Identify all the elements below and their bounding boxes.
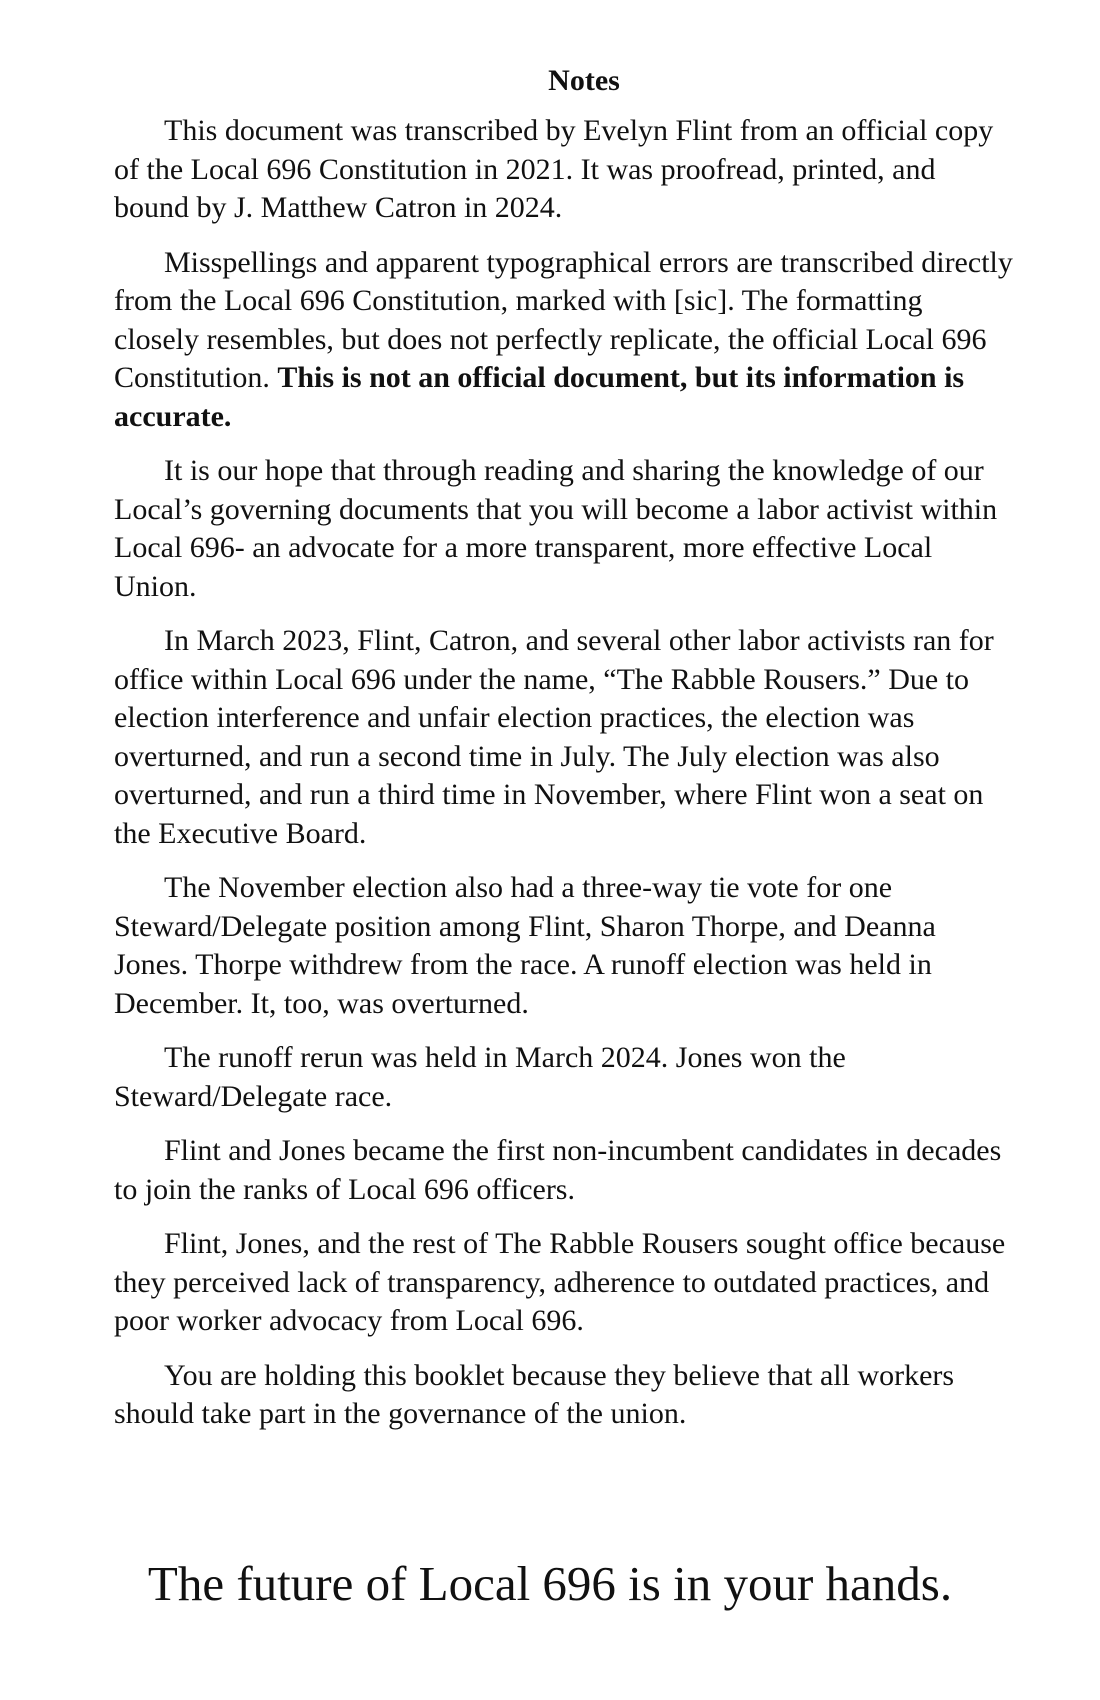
paragraph-text: The November election also had a three-way tie vote for one Steward/Delegate position among Flint, Sharon Thorpe, and Deanna Jones. Thorpe withdrew from the race. A runoff election was held in December. It, too, was overturned. xyxy=(114,871,936,1020)
paragraph-text: Flint, Jones, and the rest of The Rabble Rousers sought office because they perceived lack of transparency, adherence to outdated practices, and poor worker advocacy from Local 696. xyxy=(114,1227,1006,1337)
paragraph-text: In March 2023, Flint, Catron, and several other labor activists ran for office within Local 696 under the name, “The Rabble Rousers.” Due to election interference and unfair election practices, the election was overturned, and run a second time in July. The July election was also overturned, and run a third time in November, where Flint won a seat on the Executive Board. xyxy=(114,624,994,850)
paragraph-hope xyxy=(114,452,1014,606)
paragraph-november-election xyxy=(114,869,1014,1023)
paragraph-why-sought-office xyxy=(114,1225,1014,1341)
paragraph-text: The runoff rerun was held in March 2024. Jones won the Steward/Delegate race. xyxy=(114,1041,846,1113)
paragraph-misspellings xyxy=(114,244,1014,437)
paragraph-booklet-purpose xyxy=(114,1357,1014,1434)
page-title: Notes xyxy=(548,64,620,97)
disclaimer-bold-text: This is not an official document, but its information is accurate. xyxy=(114,361,965,433)
paragraph-runoff-rerun xyxy=(114,1039,1014,1116)
paragraph-text: It is our hope that through reading and sharing the knowledge of our Local’s governing documents that you will become a labor activist within Local 696- an advocate for a more transparent, more effective Local Union. xyxy=(114,454,998,603)
paragraph-transcription xyxy=(114,112,1014,228)
paragraph-text: This document was transcribed by Evelyn Flint from an official copy of the Local 696 Constitution in 2021. It was proofread, printed, and bound by J. Matthew Catron in 2024. xyxy=(114,114,994,224)
closing-statement: The future of Local 696 is in your hands. xyxy=(147,1556,953,1611)
paragraph-text: Misspellings and apparent typographical errors are transcribed directly from the Local 696 Constitution, marked with [sic]. The formatting closely resembles, but does not perfectly replicate, the official Local 696 Constitution. xyxy=(114,245,1013,394)
paragraph-text: Flint and Jones became the first non-incumbent candidates in decades to join the ranks of Local 696 officers. xyxy=(114,1134,1002,1206)
paragraph-text: You are holding this booklet because they believe that all workers should take part in the governance of the union. xyxy=(114,1358,955,1430)
paragraph-first-non-incumbents xyxy=(114,1132,1014,1209)
paragraph-march-2023 xyxy=(114,622,1014,853)
notes-page xyxy=(114,62,1014,1450)
